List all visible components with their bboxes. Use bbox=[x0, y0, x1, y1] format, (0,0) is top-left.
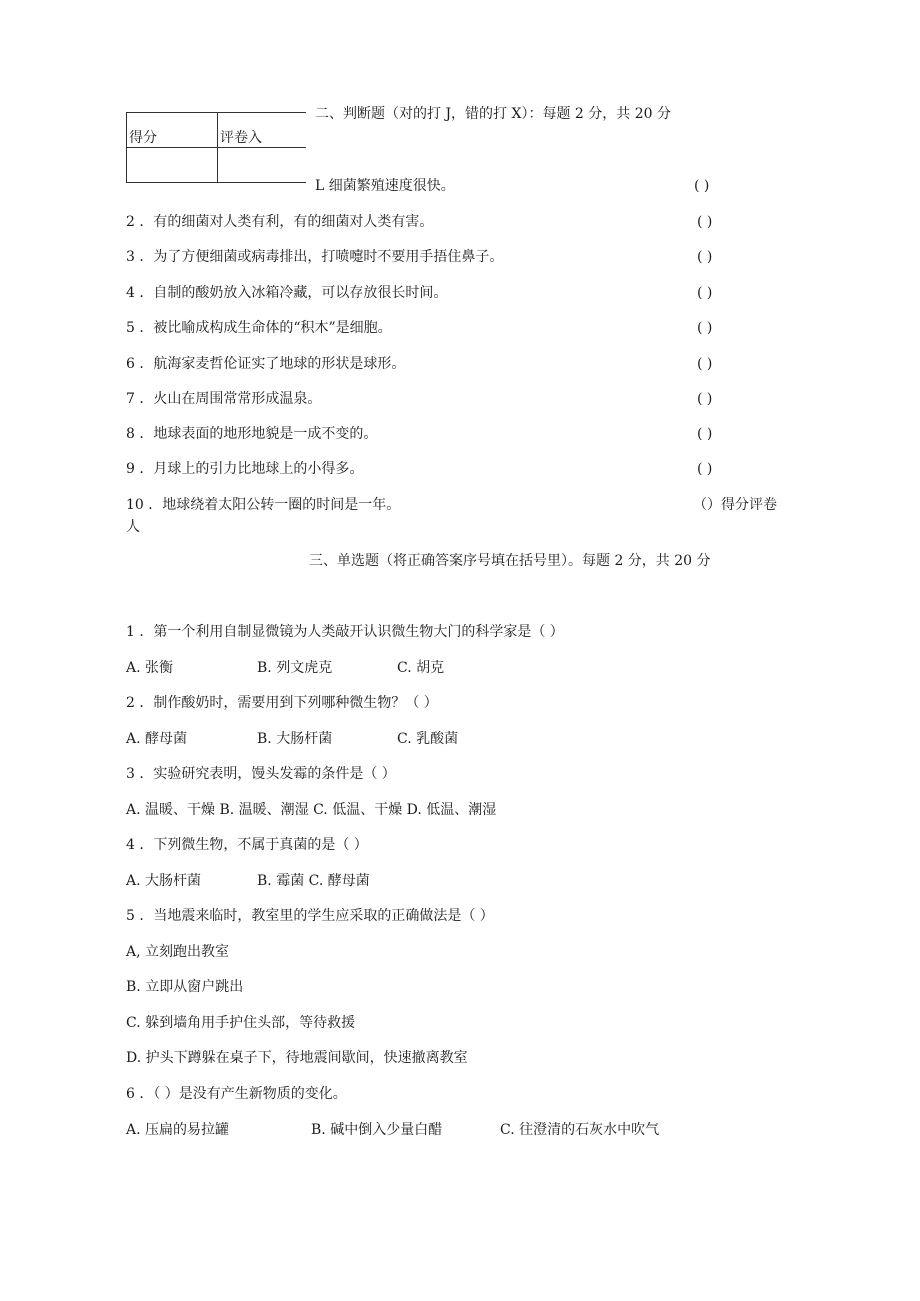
score-header: 得分 bbox=[127, 113, 218, 148]
grader-cell[interactable] bbox=[218, 148, 307, 183]
tf-item-10: 10 ．地球绕着太阳公转一圈的时间是一年。 bbox=[126, 497, 401, 513]
tf-item-7: 7 ．火山在周围常常形成温泉。 bbox=[126, 391, 322, 407]
tf-item-5: 5 ．被比喻成构成生命体的“积木”是细胞。 bbox=[126, 320, 392, 336]
tf-answer-6[interactable]: ( ) bbox=[697, 356, 713, 372]
score-cell[interactable] bbox=[127, 148, 218, 183]
mc-q5-option-a: A, 立刻跑出教室 bbox=[126, 944, 230, 960]
mc-q6-option-a: A. 压扁的易拉罐 bbox=[126, 1122, 230, 1138]
tf-item-3: 3 ．为了方便细菌或病毒排出，打喷嚏时不要用手捂住鼻子。 bbox=[126, 249, 504, 265]
tf-answer-7[interactable]: ( ) bbox=[697, 391, 713, 407]
mc-q6-option-b: B. 碱中倒入少量白醋 bbox=[311, 1122, 443, 1138]
tf-answer-1[interactable]: ( ) bbox=[694, 178, 710, 194]
mc-q5-option-d: D. 护头下蹲躲在桌子下，待地震间歇间，快速撤离教室 bbox=[126, 1050, 468, 1066]
mc-q2-option-c: C. 乳酸菌 bbox=[397, 731, 459, 747]
mc-q1-option-b: B. 列文虎克 bbox=[257, 660, 333, 676]
mc-q2-option-b: B. 大肠杆菌 bbox=[257, 731, 333, 747]
mc-q2-option-a: A. 酵母菌 bbox=[126, 731, 188, 747]
tf-wrap-text: 人 bbox=[126, 519, 140, 535]
tf-answer-2[interactable]: ( ) bbox=[697, 214, 713, 230]
grader-header: 评卷入 bbox=[218, 113, 307, 148]
mc-q5-option-b: B. 立即从窗户跳出 bbox=[126, 979, 244, 995]
mc-question-5: 5 ．当地震来临时，教室里的学生应采取的正确做法是（ ） bbox=[126, 908, 494, 924]
mc-q1-option-a: A. 张衡 bbox=[126, 660, 174, 676]
tf-answer-5[interactable]: ( ) bbox=[697, 320, 713, 336]
mc-q3-options: A. 温暖、干燥 B. 温暖、潮湿 C. 低温、干燥 D. 低温、潮湿 bbox=[126, 802, 497, 818]
tf-answer-8[interactable]: ( ) bbox=[697, 426, 713, 442]
tf-answer-3[interactable]: ( ) bbox=[697, 249, 713, 265]
mc-q1-option-c: C. 胡克 bbox=[397, 660, 445, 676]
mc-question-3: 3 ．实验研究表明，馒头发霉的条件是（ ） bbox=[126, 766, 396, 782]
tf-answer-10[interactable]: （）得分评卷 bbox=[693, 497, 777, 513]
section3-title: 三、单选题（将正确答案序号填在括号里）。每题 2 分，共 20 分 bbox=[309, 553, 711, 569]
tf-item-8: 8 ．地球表面的地形地貌是一成不变的。 bbox=[126, 426, 378, 442]
mc-q4-option-a: A. 大肠杆菌 bbox=[126, 873, 202, 889]
tf-item-9: 9 ．月球上的引力比地球上的小得多。 bbox=[126, 461, 364, 477]
tf-item-6: 6 ．航海家麦哲伦证实了地球的形状是球形。 bbox=[126, 356, 406, 372]
score-table bbox=[126, 112, 306, 183]
mc-q5-option-c: C. 躲到墙角用手护住头部，等待救援 bbox=[126, 1015, 356, 1031]
mc-question-2: 2 ．制作酸奶时，需要用到下列哪种微生物？（ ） bbox=[126, 695, 438, 711]
tf-item-2: 2 ．有的细菌对人类有利，有的细菌对人类有害。 bbox=[126, 214, 434, 230]
mc-question-4: 4 ．下列微生物，不属于真菌的是（ ） bbox=[126, 837, 368, 853]
mc-question-6: 6 ．（ ）是没有产生新物质的变化。 bbox=[126, 1086, 347, 1102]
tf-answer-9[interactable]: ( ) bbox=[697, 461, 713, 477]
mc-q4-option-bc: B. 霉菌 C. 酵母菌 bbox=[257, 873, 370, 889]
tf-item-1: L 细菌繁殖速度很快。 bbox=[315, 178, 455, 194]
tf-answer-4[interactable]: ( ) bbox=[697, 285, 713, 301]
mc-question-1: 1 ．第一个利用自制显微镜为人类敲开认识微生物大门的科学家是（ ） bbox=[126, 624, 564, 640]
mc-q6-option-c: C. 往澄清的石灰水中吹气 bbox=[500, 1122, 660, 1138]
section2-title: 二、判断题（对的打 J，错的打 X）：每题 2 分，共 20 分 bbox=[315, 106, 672, 122]
tf-item-4: 4 ．自制的酸奶放入冰箱冷藏，可以存放很长时间。 bbox=[126, 285, 448, 301]
